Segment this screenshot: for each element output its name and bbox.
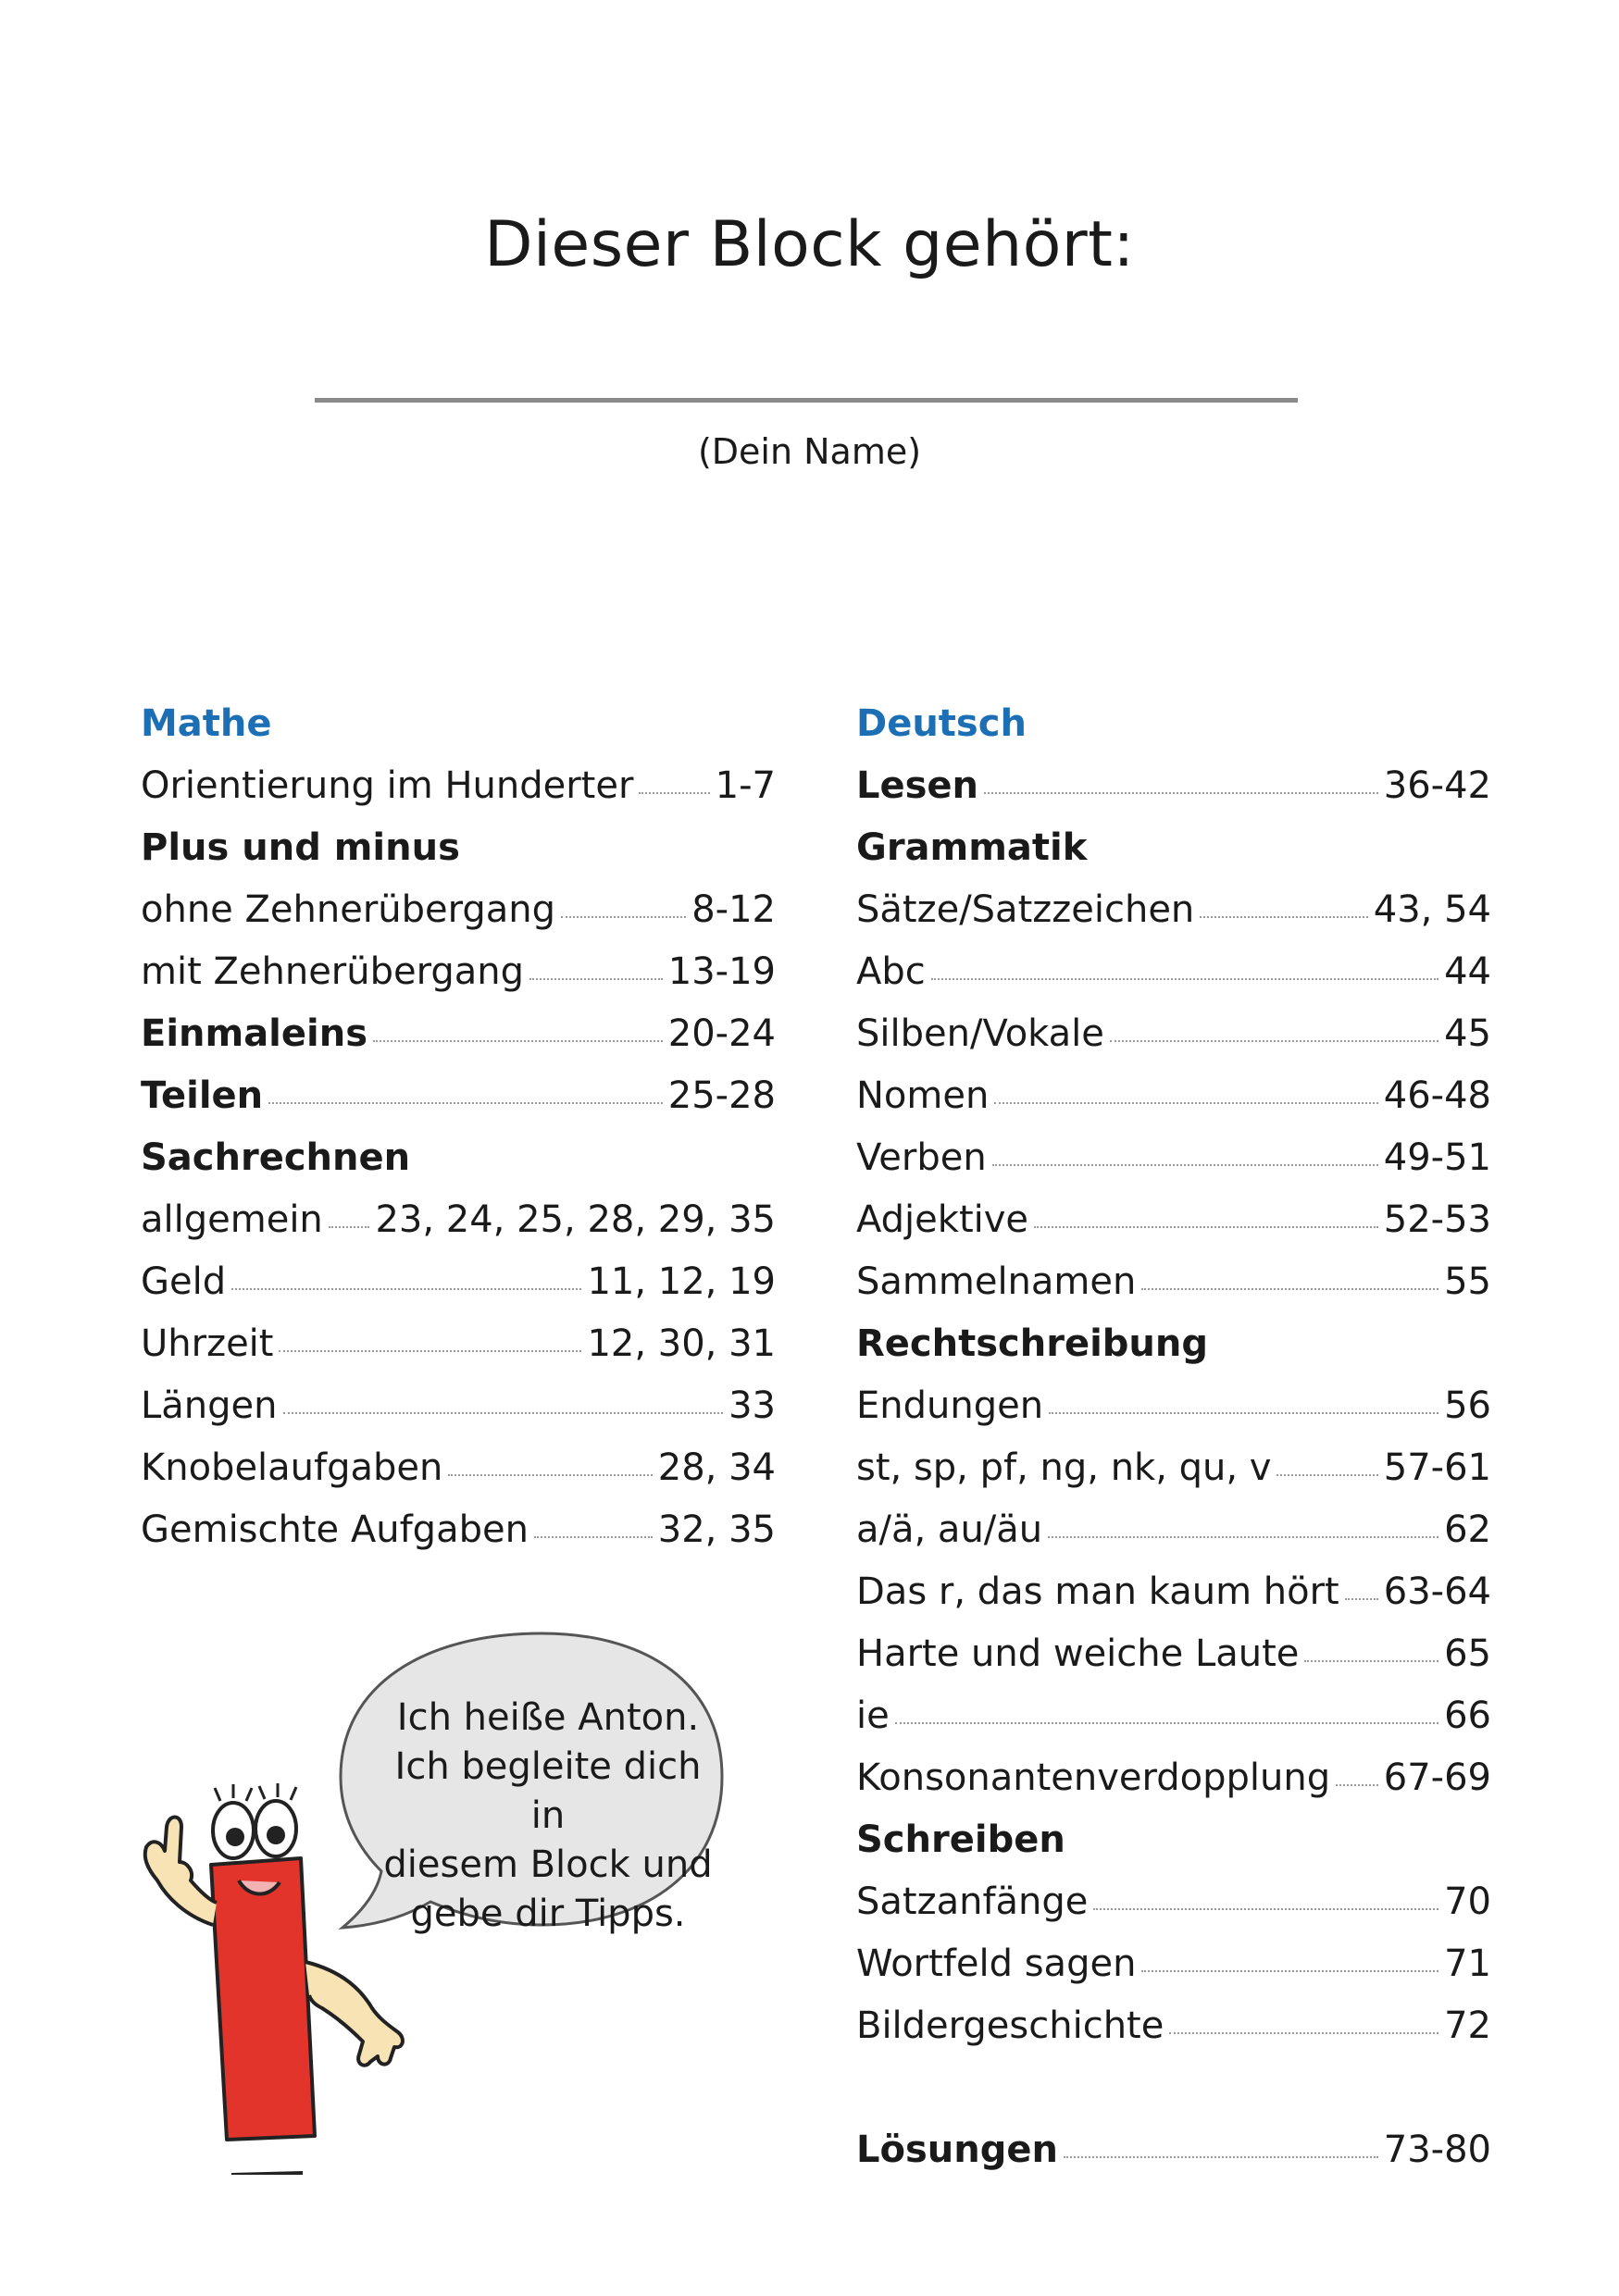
deutsch-toc-entry bbox=[856, 1068, 1491, 1130]
dot-leader bbox=[1064, 2156, 1378, 2158]
toc-entry-pages: 44 bbox=[1444, 950, 1491, 993]
dot-leader bbox=[1093, 1908, 1438, 1910]
toc-entry-pages: 45 bbox=[1444, 1012, 1491, 1055]
deutsch-subheading bbox=[856, 1316, 1491, 1378]
deutsch-subheading bbox=[856, 1812, 1491, 1874]
toc-entry-label: a/ä, au/äu bbox=[856, 1508, 1043, 1551]
toc-entry-label: Teilen bbox=[141, 1074, 264, 1117]
deutsch-toc-entry bbox=[856, 944, 1491, 1006]
toc-entry-label: Verben bbox=[856, 1136, 987, 1179]
mascot-dot bbox=[231, 2173, 301, 2175]
dot-leader bbox=[1336, 1784, 1378, 1786]
toc-entry-pages: 73-80 bbox=[1383, 2128, 1491, 2171]
toc-entry-pages: 33 bbox=[729, 1384, 776, 1427]
mascot-body bbox=[211, 1858, 315, 2140]
dot-leader bbox=[895, 1722, 1438, 1724]
dot-leader bbox=[1034, 1226, 1378, 1228]
dot-leader bbox=[1277, 1474, 1377, 1476]
toc-entry-pages: 1-7 bbox=[715, 764, 776, 807]
toc-entry-pages: 20-24 bbox=[667, 1012, 776, 1055]
toc-entry-label: Adjektive bbox=[856, 1198, 1029, 1241]
toc-entry-pages: 62 bbox=[1444, 1508, 1491, 1551]
deutsch-column bbox=[856, 696, 1491, 2184]
dot-leader bbox=[283, 1412, 724, 1414]
toc-entry-label: Geld bbox=[141, 1260, 227, 1303]
page-title: Dieser Block gehört: bbox=[484, 208, 1135, 281]
toc-entry-label: Sammelnamen bbox=[856, 1260, 1137, 1303]
toc-entry-label: Einmaleins bbox=[141, 1012, 368, 1055]
toc-entry-label: Endungen bbox=[856, 1384, 1044, 1427]
dot-leader bbox=[984, 792, 1378, 794]
toc-entry-pages: 43, 54 bbox=[1373, 888, 1491, 931]
toc-entry-pages: 66 bbox=[1444, 1694, 1491, 1737]
deutsch-toc-entry bbox=[856, 2122, 1491, 2184]
deutsch-toc-entry bbox=[856, 1626, 1491, 1688]
dot-leader bbox=[448, 1474, 652, 1476]
dot-leader bbox=[373, 1040, 663, 1042]
deutsch-toc-entry bbox=[856, 1874, 1491, 1936]
toc-entry-label: Sätze/Satzzeichen bbox=[856, 888, 1195, 931]
dot-leader bbox=[1200, 916, 1367, 918]
deutsch-toc-entry bbox=[856, 882, 1491, 944]
dot-leader bbox=[1169, 2032, 1438, 2034]
mascot-left-arm bbox=[145, 1818, 217, 1926]
mathe-toc-entry bbox=[141, 1316, 776, 1378]
dot-leader bbox=[1049, 1412, 1438, 1414]
mathe-toc-entry bbox=[141, 882, 776, 944]
toc-entry-label: Grammatik bbox=[856, 826, 1088, 869]
deutsch-toc-entry bbox=[856, 1130, 1491, 1192]
mathe-subheading bbox=[141, 820, 776, 882]
toc-entry-pages: 52-53 bbox=[1383, 1198, 1491, 1241]
toc-entry-pages: 11, 12, 19 bbox=[587, 1260, 776, 1303]
toc-entry-label: Längen bbox=[141, 1384, 278, 1427]
toc-entry-label: Wortfeld sagen bbox=[856, 1942, 1137, 1985]
toc-entry-label: Bildergeschichte bbox=[856, 2004, 1164, 2047]
toc-entry-label: ie bbox=[856, 1694, 890, 1737]
dot-leader bbox=[329, 1226, 370, 1228]
toc-entry-pages: 63-64 bbox=[1383, 1570, 1491, 1613]
mathe-heading: Mathe bbox=[141, 702, 272, 745]
mathe-toc-entry bbox=[141, 1192, 776, 1254]
toc-entry-pages: 32, 35 bbox=[657, 1508, 776, 1551]
toc-entry-pages: 25-28 bbox=[667, 1074, 776, 1117]
toc-entry-label: Silben/Vokale bbox=[856, 1012, 1104, 1055]
speech-line: gebe dir Tipps. bbox=[410, 1893, 686, 1935]
deutsch-toc-entry bbox=[856, 1502, 1491, 1564]
dot-leader bbox=[1141, 1970, 1438, 1972]
dot-leader bbox=[1304, 1660, 1438, 1662]
toc-entry-label: Gemischte Aufgaben bbox=[141, 1508, 529, 1551]
toc-entry-pages: 71 bbox=[1444, 1942, 1491, 1985]
mathe-subheading bbox=[141, 1130, 776, 1192]
deutsch-toc-entry bbox=[856, 1254, 1491, 1316]
dot-leader bbox=[561, 916, 686, 918]
deutsch-toc-entry bbox=[856, 1750, 1491, 1812]
dot-leader bbox=[279, 1350, 581, 1352]
toc-entry-label: st, sp, pf, ng, nk, qu, v bbox=[856, 1446, 1272, 1489]
toc-entry-pages: 23, 24, 25, 28, 29, 35 bbox=[375, 1198, 776, 1241]
toc-entry-label: Lösungen bbox=[856, 2128, 1058, 2171]
mathe-toc-entry bbox=[141, 1440, 776, 1502]
toc-entry-label: Rechtschreibung bbox=[856, 1322, 1209, 1365]
toc-entry-pages: 13-19 bbox=[667, 950, 776, 993]
toc-entry-pages: 8-12 bbox=[691, 888, 776, 931]
name-hint: (Dein Name) bbox=[697, 431, 922, 472]
speech-line: Ich begleite dich in bbox=[394, 1745, 702, 1837]
toc-entry-label: Harte und weiche Laute bbox=[856, 1632, 1300, 1675]
deutsch-toc-entry bbox=[856, 1440, 1491, 1502]
dot-leader bbox=[231, 1288, 581, 1290]
toc-entry-pages: 70 bbox=[1444, 1880, 1491, 1923]
toc-entry-label: allgemein bbox=[141, 1198, 323, 1241]
dot-leader bbox=[534, 1536, 653, 1538]
mathe-toc-entry bbox=[141, 758, 776, 820]
deutsch-toc-entry bbox=[856, 758, 1491, 820]
dot-leader bbox=[931, 978, 1438, 980]
toc-entry-label: Schreiben bbox=[856, 1818, 1065, 1861]
toc-entry-pages: 12, 30, 31 bbox=[587, 1322, 776, 1365]
deutsch-toc-entry bbox=[856, 1378, 1491, 1440]
deutsch-toc-entry bbox=[856, 1564, 1491, 1626]
dot-leader bbox=[529, 978, 663, 980]
toc-entry-label: Sachrechnen bbox=[141, 1136, 411, 1179]
mathe-toc-entry bbox=[141, 1502, 776, 1564]
toc-entry-pages: 65 bbox=[1444, 1632, 1491, 1675]
deutsch-toc-entry bbox=[856, 1936, 1491, 1998]
toc-entry-label: Plus und minus bbox=[141, 826, 460, 869]
mathe-toc-entry bbox=[141, 1006, 776, 1068]
deutsch-toc-entry bbox=[856, 1998, 1491, 2060]
dot-leader bbox=[992, 1164, 1378, 1166]
deutsch-toc-entry bbox=[856, 1192, 1491, 1254]
toc-entry-pages: 57-61 bbox=[1383, 1446, 1491, 1489]
dot-leader bbox=[1110, 1040, 1438, 1042]
toc-entry-pages: 67-69 bbox=[1383, 1756, 1491, 1799]
deutsch-toc bbox=[856, 758, 1491, 2184]
mathe-toc-entry bbox=[141, 944, 776, 1006]
toc-entry-label: Orientierung im Hunderter bbox=[141, 764, 634, 807]
deutsch-heading: Deutsch bbox=[856, 702, 1027, 745]
deutsch-toc-entry bbox=[856, 1688, 1491, 1750]
toc-entry-pages: 28, 34 bbox=[657, 1446, 776, 1489]
dot-leader bbox=[1345, 1598, 1378, 1600]
mathe-toc-entry bbox=[141, 1068, 776, 1130]
toc-entry-pages: 55 bbox=[1444, 1260, 1491, 1303]
mathe-toc bbox=[141, 758, 776, 1564]
mathe-toc-entry bbox=[141, 1254, 776, 1316]
toc-entry-label: Abc bbox=[856, 950, 926, 993]
toc-entry-label: Knobelaufgaben bbox=[141, 1446, 443, 1489]
toc-entry-pages: 56 bbox=[1444, 1384, 1491, 1427]
toc-entry-label: Uhrzeit bbox=[141, 1322, 274, 1365]
toc-entry-label: Das r, das man kaum hört bbox=[856, 1570, 1339, 1613]
toc-entry-label: Nomen bbox=[856, 1074, 990, 1117]
speech-line: Ich heiße Anton. bbox=[396, 1696, 700, 1739]
mathe-column bbox=[141, 696, 776, 1564]
mathe-toc-entry bbox=[141, 1378, 776, 1440]
dot-leader bbox=[639, 792, 709, 794]
toc-entry-label: Konsonantenverdopplung bbox=[856, 1756, 1331, 1799]
name-line bbox=[315, 398, 1298, 403]
deutsch-toc-entry bbox=[856, 1006, 1491, 1068]
dot-leader bbox=[268, 1102, 663, 1104]
toc-entry-pages: 72 bbox=[1444, 2004, 1491, 2047]
toc-entry-pages: 36-42 bbox=[1383, 764, 1491, 807]
dot-leader bbox=[1141, 1288, 1438, 1290]
dot-leader bbox=[1048, 1536, 1438, 1538]
mascot-right-arm bbox=[305, 1962, 403, 2066]
toc-entry-label: ohne Zehnerübergang bbox=[141, 888, 556, 931]
toc-entry-pages: 49-51 bbox=[1383, 1136, 1491, 1179]
speech-bubble-text bbox=[372, 1694, 724, 1939]
toc-entry-label: mit Zehnerübergang bbox=[141, 950, 524, 993]
toc-entry-pages: 46-48 bbox=[1383, 1074, 1491, 1117]
dot-leader bbox=[994, 1102, 1377, 1104]
toc-spacer bbox=[856, 2060, 1491, 2122]
toc-entry-label: Lesen bbox=[856, 764, 979, 807]
deutsch-subheading bbox=[856, 820, 1491, 882]
speech-line: diesem Block und bbox=[383, 1843, 713, 1886]
toc-entry-label: Satzanfänge bbox=[856, 1880, 1089, 1923]
